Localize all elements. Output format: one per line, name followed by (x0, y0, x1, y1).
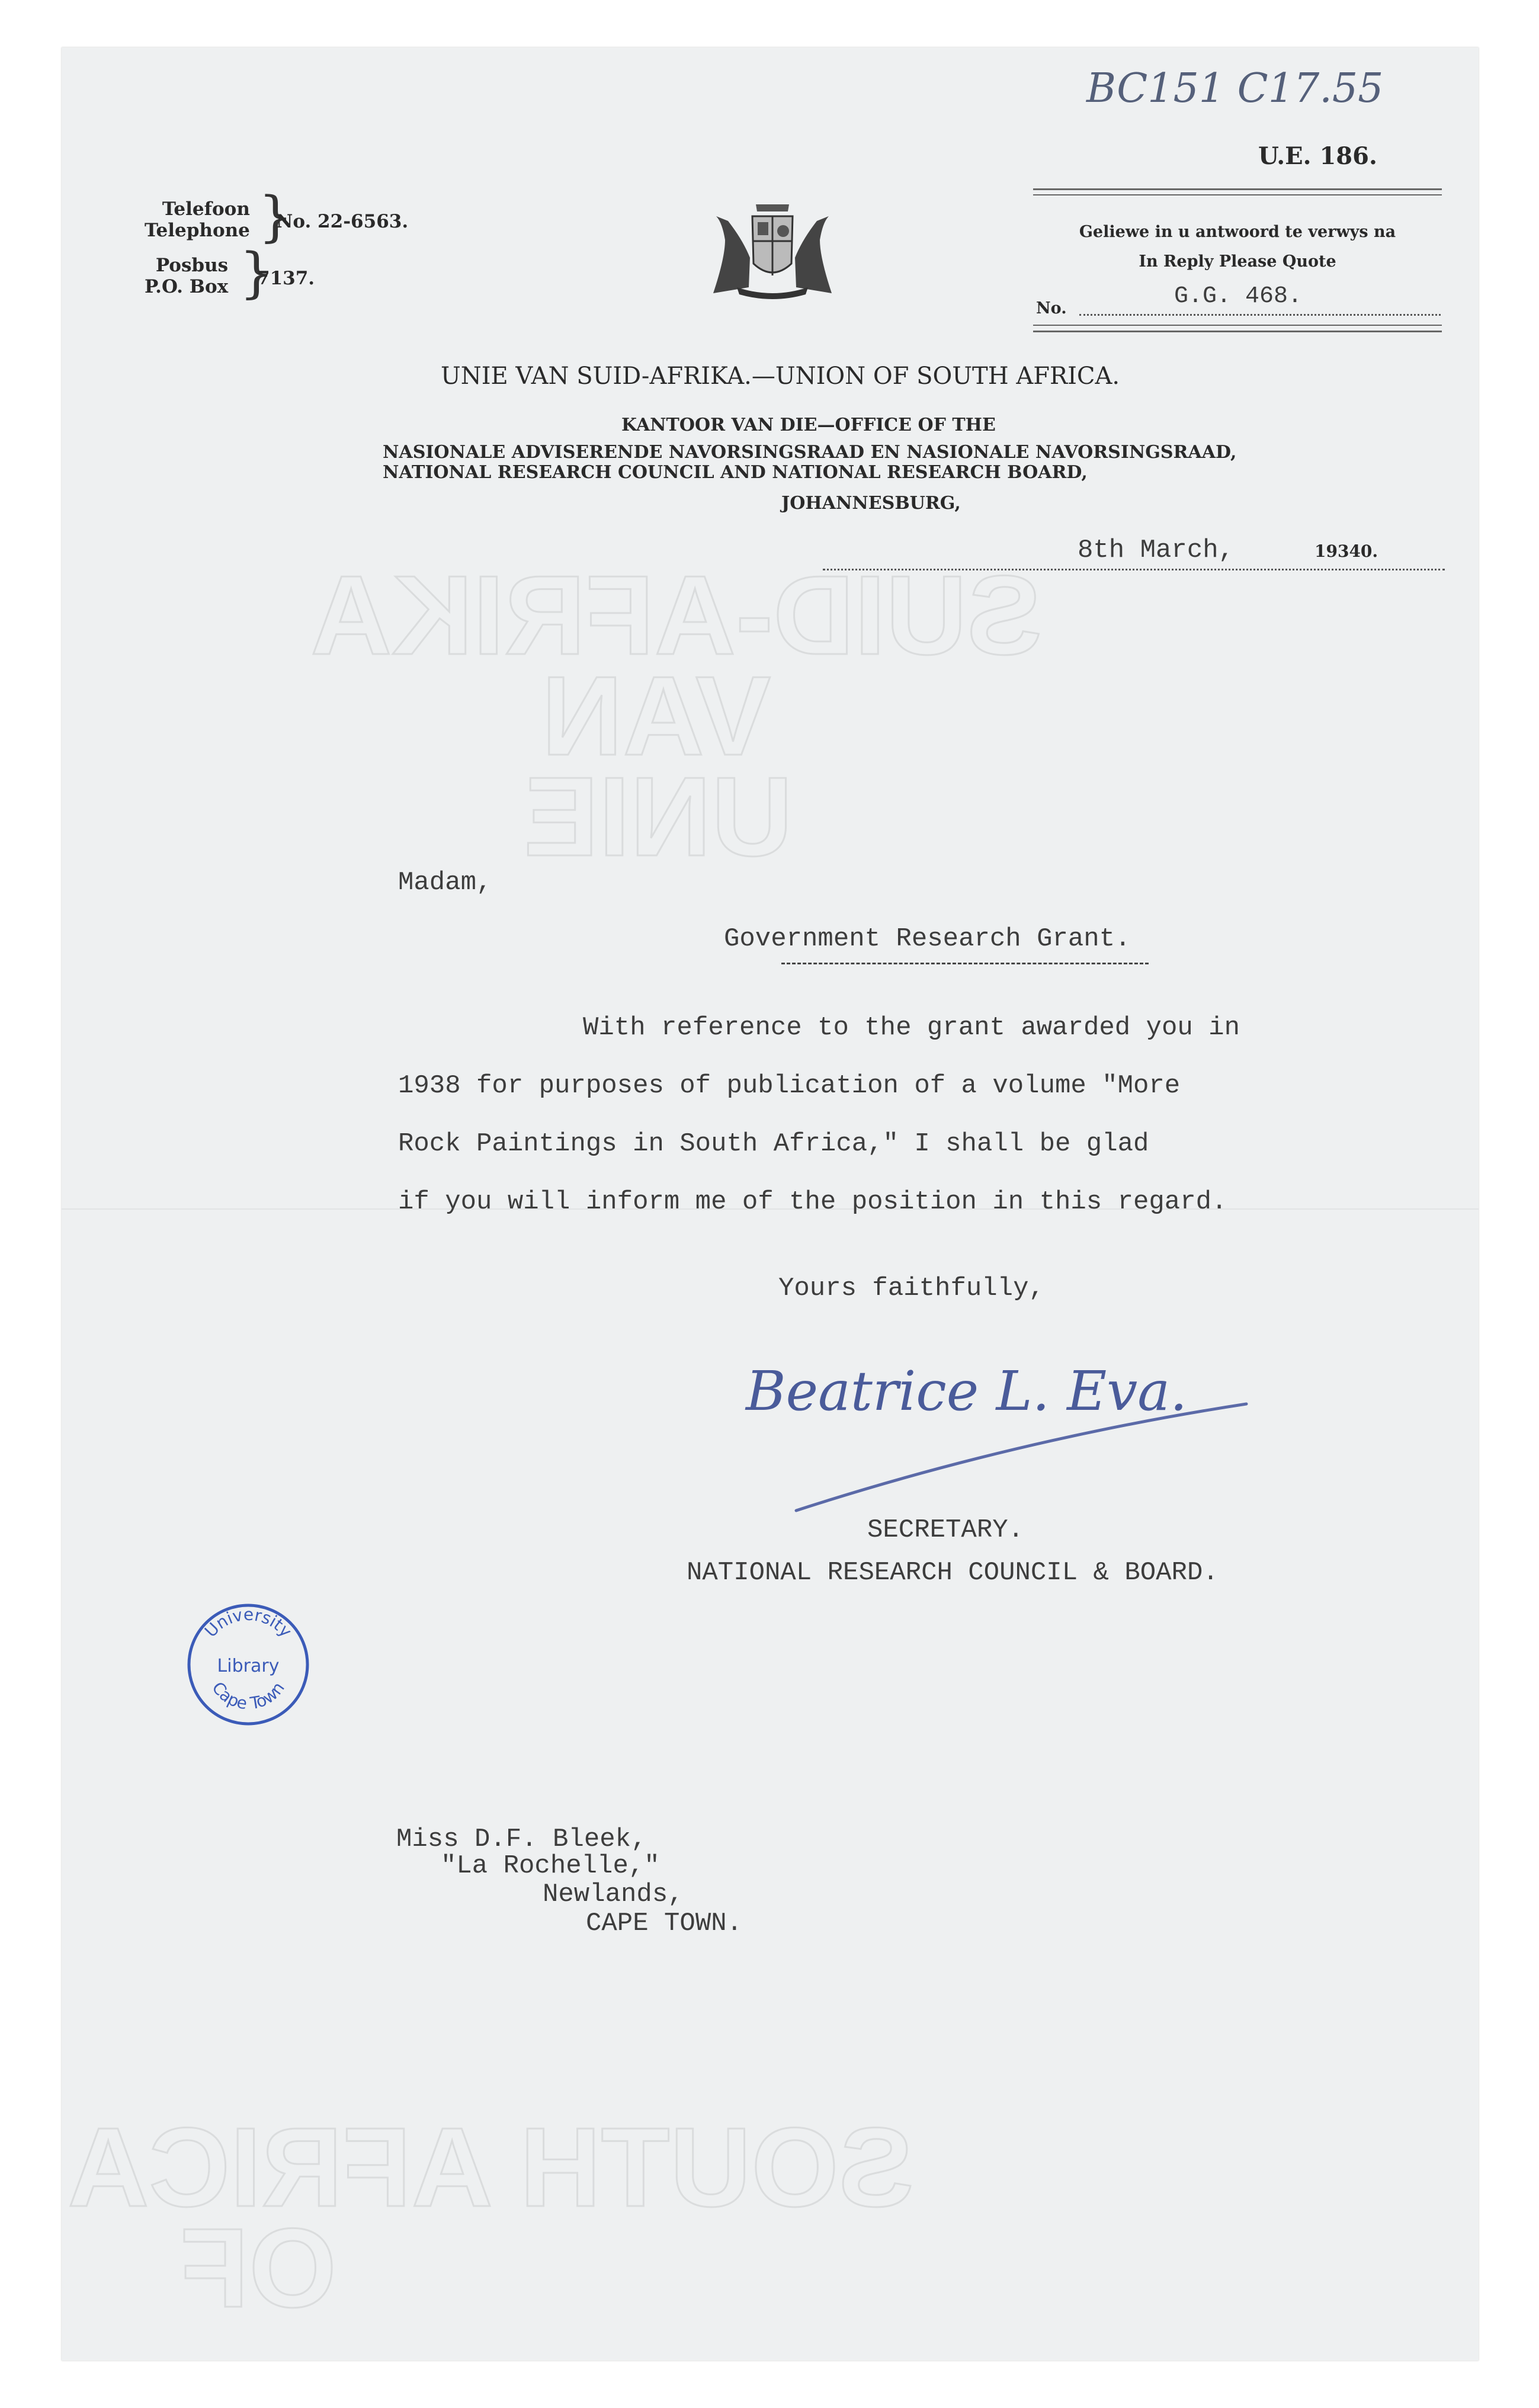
letter-sheet (62, 47, 1479, 2361)
reply-box-rule (1033, 331, 1442, 332)
po-box-number: 7137. (257, 268, 315, 289)
telephone-number: No. 22-6563. (276, 211, 409, 232)
reply-number-line (1079, 283, 1441, 316)
reply-number-label: No. (1036, 299, 1067, 318)
address-line-1: Miss D.F. Bleek, (396, 1825, 647, 1854)
stamp-text-bottom: Cape Town (208, 1678, 288, 1714)
letterhead-council-af: NASIONALE ADVISERENDE NAVORSINGSRAAD EN NASIONALE NAVORSINGSRAAD, (383, 442, 1237, 463)
po-box-labels: Posbus P.O. Box (145, 255, 229, 297)
reply-number-value: G.G. 468. (1174, 283, 1303, 310)
signatory-title: SECRETARY. (867, 1515, 1024, 1545)
brace: } (258, 185, 293, 248)
body-line-1: With reference to the grant awarded you in (583, 1013, 1240, 1043)
reply-instruction-en: In Reply Please Quote (1139, 252, 1336, 271)
coat-of-arms-icon (701, 198, 844, 299)
telephone-labels: Telefoon Telephone (145, 198, 250, 241)
date-year: 19340. (1314, 541, 1378, 561)
svg-text:University (201, 1605, 296, 1641)
body-line-2: 1938 for purposes of publication of a volume "More (398, 1071, 1181, 1101)
signatory-organization: NATIONAL RESEARCH COUNCIL & BOARD. (687, 1558, 1219, 1588)
reply-box-rule (1033, 325, 1442, 326)
svg-text:Cape Town (208, 1678, 288, 1713)
watermark-unie: UNIE (524, 754, 793, 880)
letterhead-office-of: KANTOOR VAN DIE—OFFICE OF THE (621, 415, 996, 435)
watermark-of: OF (180, 2205, 336, 2331)
closing: Yours faithfully, (778, 1274, 1044, 1303)
stamp-text-top: University (200, 1604, 296, 1641)
signature-flourish (790, 1392, 1252, 1522)
date-line (823, 536, 1445, 570)
letter-subject: Government Research Grant. (724, 924, 1131, 954)
watermark-van: VAN (541, 653, 771, 779)
archive-reference: BC151 C17.55 (1086, 65, 1384, 112)
reply-box-rule (1033, 188, 1442, 190)
subject-underline (781, 963, 1149, 964)
address-line-4: CAPE TOWN. (586, 1909, 743, 1938)
letter-date: 8th March, (1078, 536, 1235, 565)
salutation: Madam, (398, 868, 492, 897)
letterhead-union-title: UNIE VAN SUID-AFRIKA.—UNION OF SOUTH AFRICA. (441, 363, 1120, 390)
signature: Beatrice L. Eva. (746, 1359, 1188, 1423)
watermark-south-africa: SOUTH AFRICA (68, 2105, 914, 2230)
watermark-suid-afrika: SUID-AFRIKA (310, 553, 1042, 678)
form-reference: U.E. 186. (1258, 142, 1377, 170)
letterhead-city: JOHANNESBURG, (781, 493, 961, 514)
address-line-2: "La Rochelle," (441, 1851, 660, 1881)
reply-instruction-af: Geliewe in u antwoord te verwys na (1079, 223, 1396, 241)
reply-box-rule (1033, 194, 1442, 195)
address-line-3: Newlands, (543, 1880, 684, 1909)
body-line-3: Rock Paintings in South Africa," I shall be glad (398, 1129, 1149, 1159)
brace: } (239, 241, 274, 304)
library-stamp-icon (180, 1593, 316, 1730)
stamp-text-middle: Library (217, 1656, 280, 1676)
body-line-4: if you will inform me of the position in this regard. (398, 1187, 1227, 1217)
letterhead-council-en: NATIONAL RESEARCH COUNCIL AND NATIONAL RESEARCH BOARD, (383, 462, 1088, 483)
